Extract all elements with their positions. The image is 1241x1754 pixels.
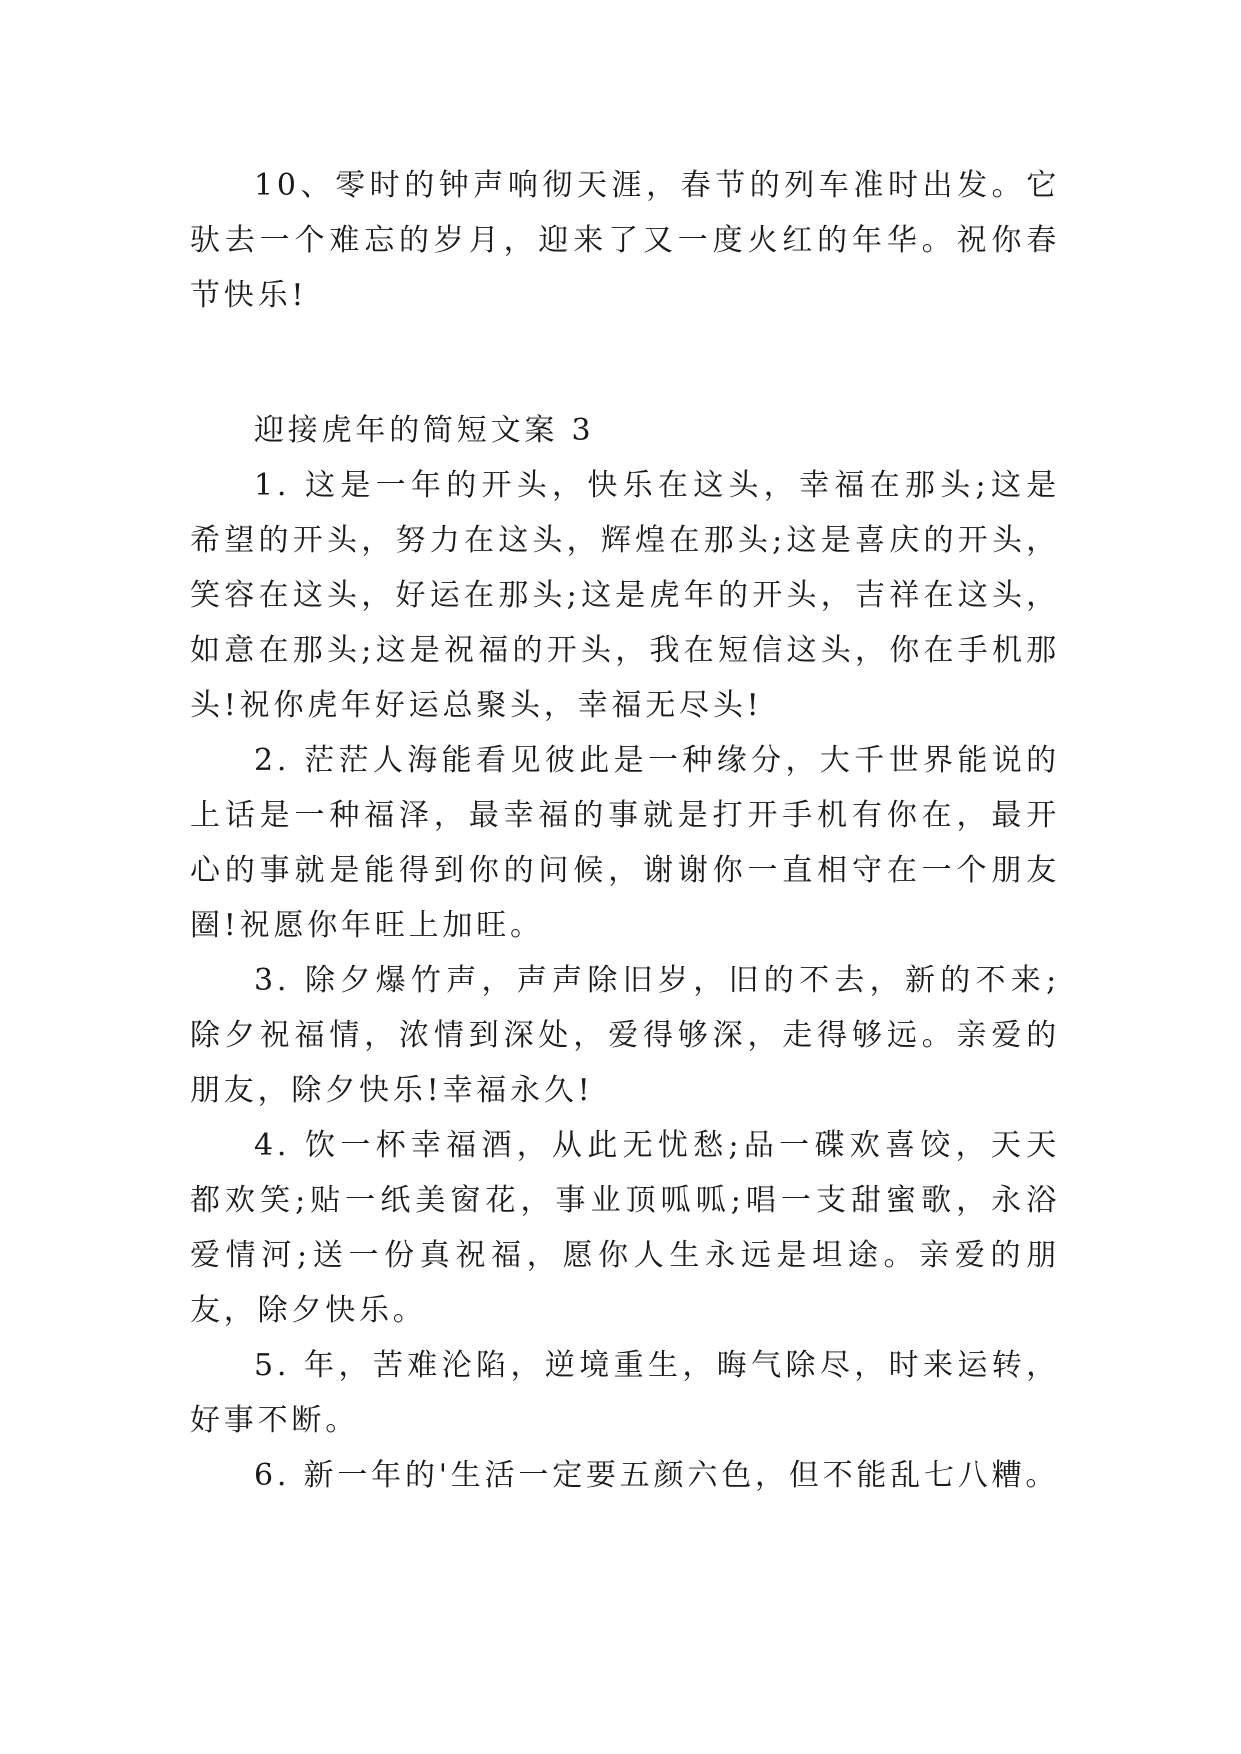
list-item-4: 4. 饮一杯幸福酒，从此无忧愁;品一碟欢喜饺，天天都欢笑;贴一纸美窗花，事业顶呱呱;唱一支甜蜜歌，永浴爱情河;送一份真祝福，愿你人生永远是坦途。亲爱的朋友，除夕快乐。 xyxy=(190,1128,1060,1328)
list-item-6: 6. 新一年的'生活一定要五颜六色，但不能乱七八糟。 xyxy=(254,1458,1060,1493)
list-item-2: 2. 茫茫人海能看见彼此是一种缘分，大千世界能说的上话是一种福泽，最幸福的事就是打开手机有你在，最开心的事就是能得到你的问候，谢谢你一直相守在一个朋友圈!祝愿你年旺上加旺。 xyxy=(190,743,1060,943)
document-body xyxy=(190,158,1060,1503)
list-item-1: 1. 这是一年的开头，快乐在这头，幸福在那头;这是希望的开头，努力在这头，辉煌在那头;这是喜庆的开头，笑容在这头，好运在那头;这是虎年的开头，吉祥在这头，如意在那头;这是祝福的开头，我在短信这头，你在手机那头!祝你虎年好运总聚头，幸福无尽头! xyxy=(190,468,1060,723)
section-title: 迎接虎年的简短文案 3 xyxy=(254,413,595,448)
intro-paragraph: 10、零时的钟声响彻天涯，春节的列车准时出发。它驮去一个难忘的岁月，迎来了又一度火红的年华。祝你春节快乐! xyxy=(190,168,1060,313)
list-item-5: 5. 年，苦难沦陷，逆境重生，晦气除尽，时来运转，好事不断。 xyxy=(190,1348,1060,1438)
list-item-3: 3. 除夕爆竹声，声声除旧岁，旧的不去，新的不来;除夕祝福情，浓情到深处，爱得够深，走得够远。亲爱的朋友，除夕快乐!幸福永久! xyxy=(190,963,1060,1108)
